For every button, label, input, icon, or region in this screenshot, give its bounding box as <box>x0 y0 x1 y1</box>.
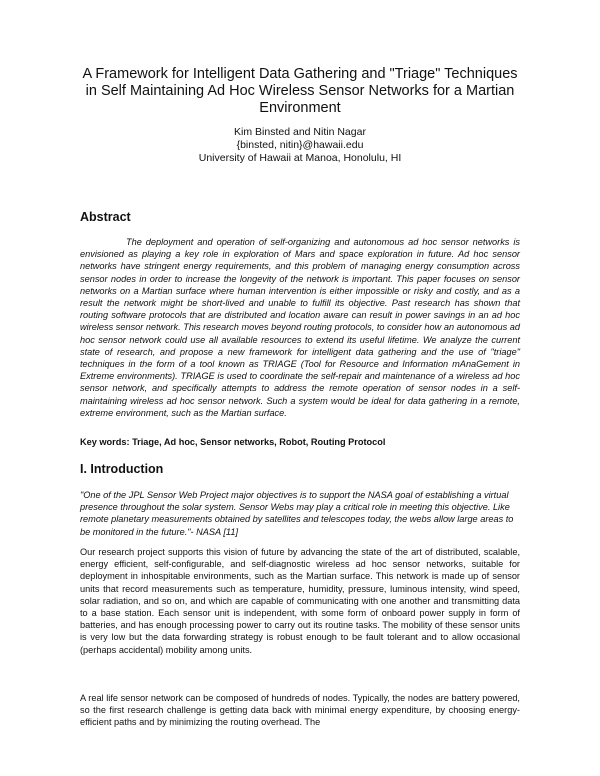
introduction-heading: I. Introduction <box>80 462 164 476</box>
author-names: Kim Binsted and Nitin Nagar <box>234 126 366 138</box>
introduction-paragraph-1: Our research project supports this vision of future by advancing the state of the art of distributed, scalable, energy efficient, self-configurable, and self-diagnostic wireless ad hoc sensor networks, suitable for deployment in inhospitable environments, such as the Martian surface. This network is made up of sensor units that record measurements such as temperature, humidity, pressure, luminous intensity, wind speed, solar radiation, and so on, and which are capable of communicating with one another and transmitting data to a base station. Each sensor unit is independent, with some form of onboard power supply in form of batteries, and has enough processing power to carry out its routine tasks. The mobility of these sensor units is very low but the data forwarding strategy is robust enough to be fault tolerant and to allow occasional (perhaps accidental) mobility among units. <box>80 547 520 655</box>
introduction-paragraph-2: A real life sensor network can be composed of hundreds of nodes. Typically, the nodes are battery powered, so the first research challenge is getting data back with minimal energy expenditure, by choosing energy-efficient paths and by minimizing the routing overhead. The <box>80 693 520 728</box>
author-email: {binsted, nitin}@hawaii.edu <box>236 139 364 151</box>
author-affiliation: University of Hawaii at Manoa, Honolulu, HI <box>198 152 402 164</box>
abstract-heading: Abstract <box>80 210 131 224</box>
keywords-line: Key words: Triage, Ad hoc, Sensor networks, Robot, Routing Protocol <box>80 437 386 447</box>
abstract-text: The deployment and operation of self-organizing and autonomous ad hoc sensor networks is envisioned as playing a key role in exploration of Mars and space exploration in future. Ad hoc sensor networks have stringent energy requirements, and this problem of managing energy consumption across sensor nodes in order to increase the longevity of the network is important. This paper focuses on sensor networks on a Martian surface where human intervention is either impossible or risky and costly, and as a result the network might be short-lived and unable to fulfill its objective. Past research has shown that routing software protocols that are distributed and location aware can result in power savings in an ad hoc wireless sensor network. This research moves beyond routing protocols, to consider how an autonomous ad hoc sensor network could use all available resources to extend its useful lifetime. We analyze the current state of research, and propose a new framework for intelligent data gathering and the use of "triage" techniques in the form of a tool known as TRIAGE (Tool for Resource and Information mAnaGement in Extreme environments). TRIAGE is used to coordinate the self-repair and maintenance of a wireless ad hoc sensor network, and specifically attempts to address the remote operation of sensor nodes in a self-maintaining wireless ad hoc sensor network. Such a system would be ideal for data gathering in a remote, extreme environment, such as the Martian surface. <box>80 237 520 418</box>
paper-title: A Framework for Intelligent Data Gathering and "Triage" Techniques in Self Maintaining Ad Hoc Wireless Sensor Networks for a Martian Environment <box>82 66 518 116</box>
introduction-quote: "One of the JPL Sensor Web Project major objectives is to support the NASA goal of establishing a virtual presence throughout the solar system. Sensor Webs may play a critical role in meeting this objective. Like remote planetary measurements obtained by satellites and telescopes today, the webs allow large areas to be monitored in the future."- NASA [11] <box>80 490 514 537</box>
author-block <box>100 126 500 165</box>
